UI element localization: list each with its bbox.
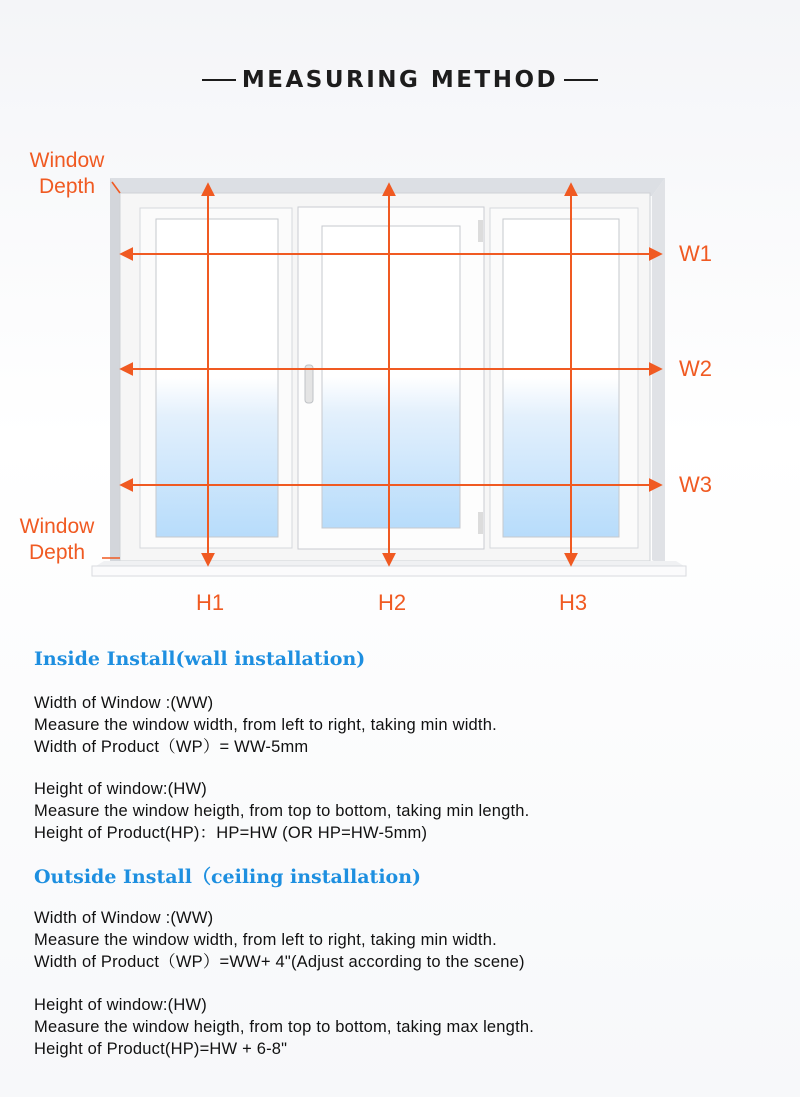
inside-width-line-1: Width of Window :(WW) xyxy=(34,694,214,712)
w3-label: W3 xyxy=(679,472,712,497)
hinge-bottom xyxy=(478,512,483,534)
window-depth-bottom-label-line1: Window xyxy=(19,515,95,538)
w2-label: W2 xyxy=(679,356,712,381)
outside-width-line-3: Width of Product（WP）=WW+ 4"(Adjust according to the scene) xyxy=(34,953,525,971)
inside-width-line-2: Measure the window width, from left to right, taking min width. xyxy=(34,716,497,734)
h1-label: H1 xyxy=(195,590,225,615)
window-depth-top-label-line1: Window xyxy=(29,149,105,172)
inside-width-line-3: Width of Product（WP）= WW-5mm xyxy=(34,738,309,756)
left-pane xyxy=(140,208,292,548)
outside-height-line-3: Height of Product(HP)=HW + 6-8" xyxy=(34,1040,288,1058)
outside-width-line-2: Measure the window width, from left to right, taking min width. xyxy=(34,931,497,949)
middle-sash xyxy=(298,207,484,549)
h3-label: H3 xyxy=(558,590,588,615)
outside-height-line-1: Height of window:(HW) xyxy=(34,996,207,1014)
outside-install-height-block xyxy=(34,994,774,1060)
w1-label: W1 xyxy=(679,241,712,266)
inside-install-heading-wrap xyxy=(34,648,774,670)
inside-install-heading: Inside Install(wall installation) xyxy=(34,648,366,670)
window-depth-bottom-label-line2: Depth xyxy=(28,541,86,564)
outside-height-line-2: Measure the window heigth, from top to bottom, taking max length. xyxy=(34,1018,535,1036)
inside-height-line-1: Height of window:(HW) xyxy=(34,780,207,798)
h2-label: H2 xyxy=(377,590,407,615)
outside-install-width-block xyxy=(34,907,774,973)
hinge-top xyxy=(478,220,483,242)
outside-install-heading: Outside Install（ceiling installation) xyxy=(34,866,422,888)
window-depth-top-label-line2: Depth xyxy=(38,175,96,198)
inside-height-line-2: Measure the window heigth, from top to bottom, taking min length. xyxy=(34,802,530,820)
inside-install-width-block xyxy=(34,692,774,758)
inside-height-line-3: Height of Product(HP)：HP=HW (OR HP=HW-5mm) xyxy=(34,824,428,842)
outside-install-heading-wrap xyxy=(34,862,774,889)
page-title: MEASURING METHOD xyxy=(241,67,559,93)
outside-width-line-1: Width of Window :(WW) xyxy=(34,909,214,927)
window-handle xyxy=(305,365,313,403)
right-pane xyxy=(490,208,638,548)
inside-install-height-block xyxy=(34,778,774,844)
